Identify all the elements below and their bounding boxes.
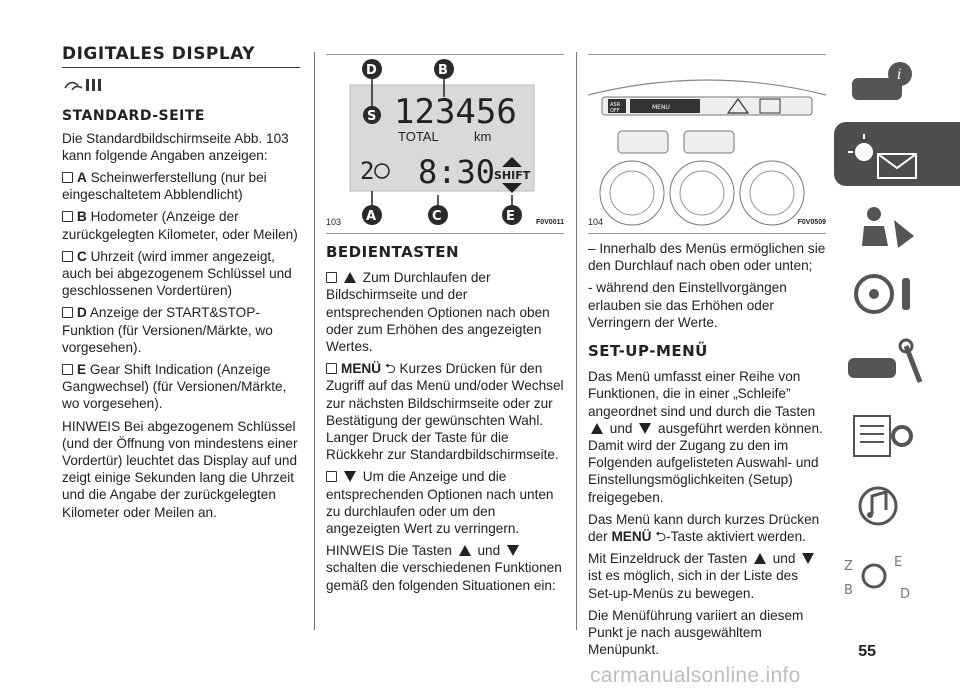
label-d [362,59,382,79]
svg-text:D: D [366,63,377,78]
arrow-down-icon [344,471,356,482]
figure-103-display [326,54,564,234]
button-down-description: Um die Anzeige und die entsprechenden Optionen nach unten zu durchlaufen oder um den angezeigten Wert zu verringern. [326,469,554,537]
display-illustration [326,55,564,233]
svg-text:i: i [897,67,902,83]
tab-technical-data[interactable] [834,402,960,466]
steering-wheel-key-icon [834,262,960,326]
label-b [434,59,454,79]
bullet-icon [62,364,73,375]
bullet-icon [62,251,73,262]
svg-text:2: 2 [360,157,375,185]
list-item-b: B Hodometer (Anzeige der zurückgelegten Kilometer, oder Meilen) [62,209,298,242]
list-item-e: E Gear Shift Indication (Anzeige Gangwechsel) (für Versionen/Märkte, wo vorgesehen). [62,362,287,412]
svg-text:B: B [844,583,853,598]
figure-code: F0V0011 [535,218,564,226]
airbag-seat-icon [834,192,960,256]
bullet-icon [326,363,337,374]
svg-text:123456: 123456 [394,92,517,132]
tab-warning-lights[interactable] [834,122,960,186]
standard-intro: Die Standardbildschirmseite Abb. 103 kann folgende Angaben anzeigen: [62,130,289,163]
usage-menu-scroll: – Innerhalb des Menüs ermöglichen sie den Durchlauf nach oben oder unten; [588,241,826,274]
setup-variation: Die Menüführung variiert an diesem Punkt je nach ausgewähltem Menüpunkt. [588,607,804,658]
button-menu-description: MENÜ ⮌ Kurzes Drücken für den Zugriff auf das Menü und/oder Wechsel zur nächsten Bildschirmseite oder zur Bestätigung der gewünschten Wahl. Langer Druck der Taste für die Rückkehr zur Standardbildschirmseite. [326,361,564,463]
label-e [502,205,522,225]
heading-setup-menu: SET-UP-MENÜ [588,342,708,361]
list-item-d: D Anzeige der START&STOP-Funktion (für Versionen/Märkte, wo vorgesehen). [62,305,273,355]
svg-text:D: D [900,587,911,602]
tab-car-info[interactable] [834,52,960,116]
svg-text:OFF: OFF [610,108,620,114]
svg-text:C: C [432,209,442,224]
list-gears-icon [834,402,960,466]
arrow-up-icon [754,553,766,564]
tab-maintenance[interactable] [834,332,960,396]
index-letters-icon [834,542,960,606]
heading-bedientasten: BEDIENTASTEN [326,243,460,261]
label-a [362,205,382,225]
display-symbol-icon [62,76,300,98]
dashboard-illustration [588,55,826,233]
list-item-c: C Uhrzeit (wird immer angezeigt, auch bei abgezogenem Schlüssel und geschlossenen Vordertüren) [62,248,292,299]
svg-text:S: S [367,109,377,124]
bullet-icon [62,172,73,183]
svg-text:SHIFT: SHIFT [494,169,531,182]
arrow-up-icon [591,423,603,434]
setup-intro: Das Menü umfasst einer Reihe von Funktionen, die in einer „Schleife” angeordnet sind und durch die Tasten und ausgeführt werden können. Damit wird der Zugang zu den im Folgenden aufgelisteten Auswahl- und Einstellungsmöglichkeiten (Setup) freigegeben. [588,369,823,505]
page-number: 55 [858,643,876,660]
svg-text:ASR: ASR [610,102,621,108]
column-2 [326,40,564,599]
warning-light-envelope-icon [834,122,960,186]
bullet-icon [326,471,337,482]
tab-starting-driving[interactable] [834,262,960,326]
arrow-up-icon [344,272,356,283]
label-c [428,205,448,225]
figure-104-dashboard [588,54,826,234]
figure-code: F0V0509 [797,218,826,226]
tab-multimedia[interactable] [834,472,960,536]
bullet-icon [62,211,73,222]
list-item-a: A Scheinwerferstellung (nur bei eingeschaltetem Abblendlicht) [62,170,267,203]
column-1 [62,40,300,526]
bullet-icon [62,307,73,318]
car-info-icon [834,52,960,116]
button-up-description: Zum Durchlaufen der Bildschirmseite und der entsprechenden Optionen nach oben oder zum Erhöhen des angezeigten Wertes. [326,270,550,355]
return-arrow-icon: ⮌ [384,361,396,377]
media-music-icon [834,472,960,536]
heading-standard-seite: STANDARD-SEITE [62,108,205,125]
figure-caption: 104 [588,216,604,227]
arrow-up-icon [459,545,471,556]
svg-text:TOTAL: TOTAL [398,129,439,144]
return-arrow-icon: ⮌ [655,529,667,545]
tab-index[interactable] [834,542,960,606]
svg-text:Z: Z [844,559,853,574]
svg-text:MENU: MENU [652,104,670,111]
car-wrench-icon [834,332,960,396]
arrow-down-icon [802,553,814,564]
setup-activate: Das Menü kann durch kurzes Drücken der MENÜ ⮌-Taste aktiviert werden. [588,511,820,545]
svg-text:8:30: 8:30 [418,153,496,191]
svg-text:B: B [438,63,448,78]
svg-text:E: E [894,555,903,570]
tab-safety[interactable] [834,192,960,256]
watermark-link[interactable]: carmanualsonline.info [590,664,801,687]
svg-text:E: E [506,209,515,224]
setup-navigate: Mit Einzeldruck der Tasten und ist es möglich, sich in der Liste des Set-up-Menüs zu bewegen. [588,550,826,602]
figure-caption: 103 [326,216,342,227]
bullet-icon [326,272,337,283]
svg-text:km: km [474,129,492,144]
arrow-down-icon [639,423,651,434]
note-buttons: HINWEIS Die Tasten und schalten die verschiedenen Funktionen gemäß den folgenden Situationen ein: [326,543,562,593]
note-key-removed: HINWEIS Bei abgezogenem Schlüssel (und der Öffnung von mindestens einer Vordertür) leuchtet das Display auf und zeigt einige Sekunden lang die Uhrzeit und die Angabe der zurückgelegten Kilometer oder Meilen an. [62,418,298,520]
column-3 [588,40,826,663]
arrow-down-icon [507,545,519,556]
page-title: DIGITALES DISPLAY [62,46,300,68]
usage-settings: - während den Einstellvorgängen erlauben sie das Erhöhen oder Verringern der Werte. [588,280,787,330]
svg-text:A: A [366,209,377,224]
